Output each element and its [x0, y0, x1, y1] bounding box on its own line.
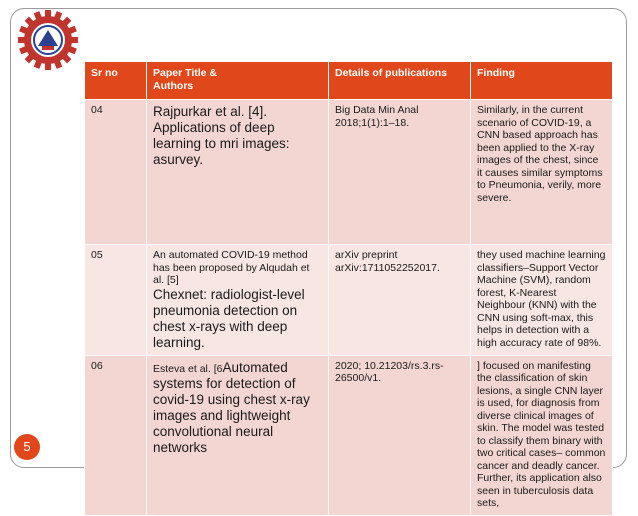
literature-review-table — [84, 61, 613, 516]
table-row — [85, 100, 613, 245]
paper-title-large: Automated systems for detection of covid-19 using chest x-ray images and lightweight convolutional neural networks — [153, 359, 310, 455]
cell-details: 2020; 10.21203/rs.3.rs-26500/v1. — [329, 355, 471, 515]
cell-paper-title — [147, 355, 329, 515]
header-details: Details of publications — [329, 62, 471, 100]
cell-finding: they used machine learning classifiers–Support Vector Machine (SVM), random forest, K-Nearest Neighbour (KNN) with the CNN using soft-max, this helps in detection with a high accuracy rate of 98%. — [471, 245, 613, 356]
table-row — [85, 355, 613, 515]
paper-title-large: Chexnet: radiologist-level pneumonia detection on chest x-rays with deep learning. — [153, 286, 305, 350]
cell-details: arXiv preprint arXiv:1711052252017. — [329, 245, 471, 356]
paper-title-small: An automated COVID-19 method has been proposed by Alqudah et al. [5] — [153, 249, 310, 286]
paper-title-small: Esteva et al. [6 — [153, 362, 223, 375]
cell-finding: ] focused on manifesting the classification of skin lesions, a single CNN layer is used, for diagnosis from diverse clinical images of skin. The model was tested to classify them binary with two critical cases– common cancer and deadly cancer. Further, its application also seen in tuberculosis data sets, — [471, 355, 613, 515]
table-row — [85, 245, 613, 356]
cell-details: Big Data Min Anal 2018;1(1):1–18. — [329, 100, 471, 245]
paper-title-large: Rajpurkar et al. [4]. Applications of deep learning to mri images: asurvey. — [153, 104, 290, 167]
cell-paper-title — [147, 100, 329, 245]
page-number-badge: 5 — [14, 434, 40, 460]
cell-sr-no: 04 — [85, 100, 147, 245]
cell-finding: Similarly, in the current scenario of COVID-19, a CNN based approach has been applied to the X-ray images of the chest, since it causes similar symptoms to Pneumonia, verily, more severe. — [471, 100, 613, 245]
header-paper-title-label: Paper Title & Authors — [153, 67, 217, 92]
cell-sr-no: 05 — [85, 245, 147, 356]
header-paper-title — [147, 62, 329, 100]
table-header-row — [85, 62, 613, 100]
institution-logo — [16, 8, 80, 72]
header-sr-no: Sr no — [85, 62, 147, 100]
cell-paper-title — [147, 245, 329, 356]
header-finding: Finding — [471, 62, 613, 100]
cell-sr-no: 06 — [85, 355, 147, 515]
